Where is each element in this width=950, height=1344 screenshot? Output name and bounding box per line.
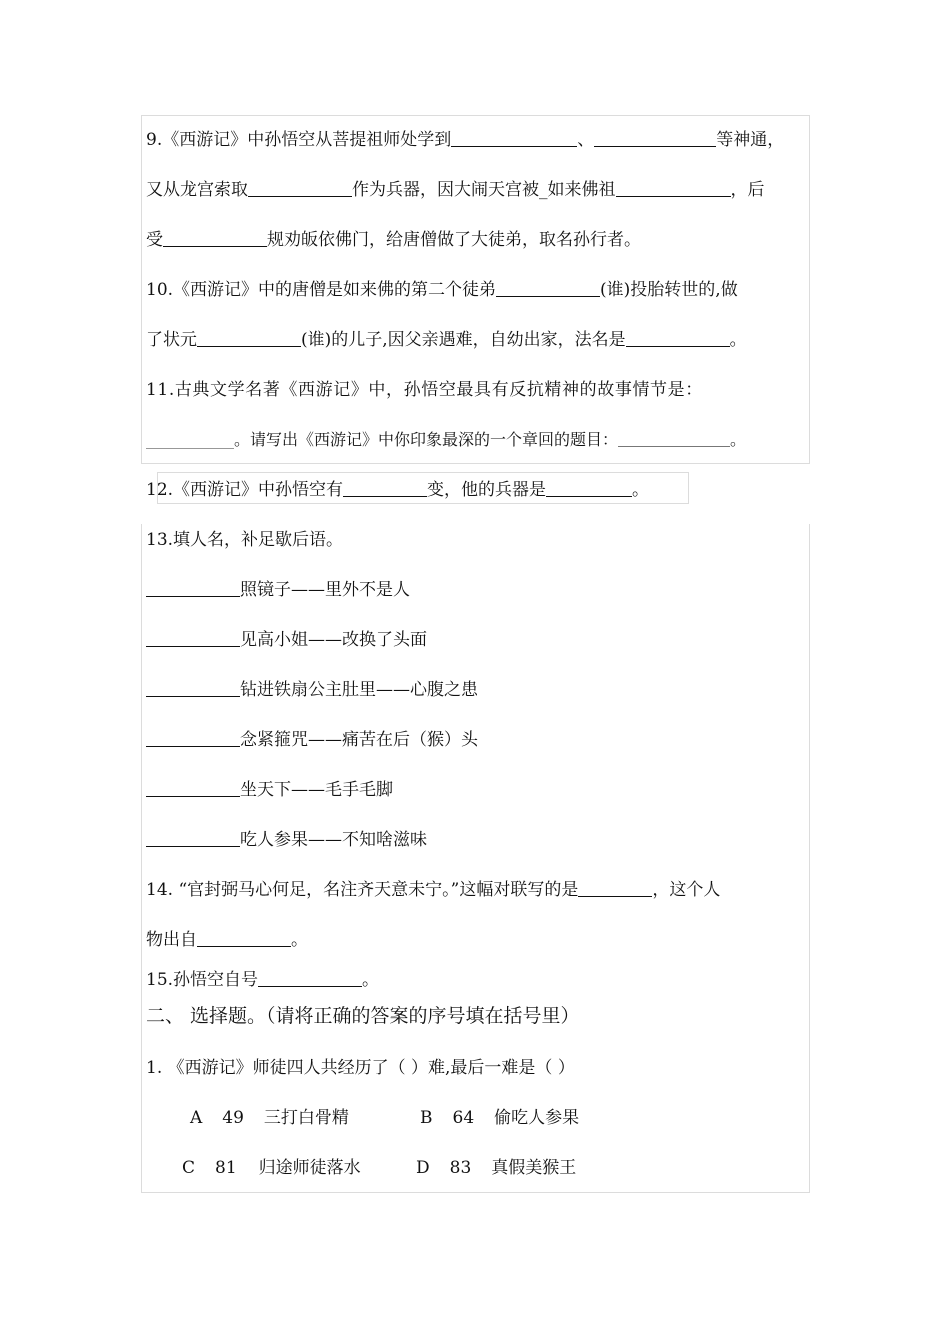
mc1-option-d[interactable]: D 83 真假美猴王 bbox=[416, 1158, 577, 1178]
section2-title: 二、 选择题。（请将正确的答案的序号填在括号里） bbox=[146, 1005, 580, 1027]
blank[interactable] bbox=[578, 878, 652, 897]
mc1-stem: 1. 《西游记》师徒四人共经历了（ ）难,最后一难是（ ） bbox=[146, 1058, 575, 1078]
blank[interactable] bbox=[248, 178, 352, 197]
blank[interactable] bbox=[546, 478, 632, 497]
blank[interactable] bbox=[343, 478, 427, 497]
blank[interactable] bbox=[146, 828, 240, 847]
q13-item: 照镜子——里外不是人 bbox=[146, 577, 410, 603]
mc1-option-c[interactable]: C 81 归途师徒落水 bbox=[182, 1158, 361, 1178]
frame-bottom bbox=[141, 524, 810, 1193]
q13-item: 钻进铁扇公主肚里——心腹之患 bbox=[146, 677, 478, 703]
blank[interactable] bbox=[146, 578, 240, 597]
blank[interactable] bbox=[146, 628, 240, 647]
q11-line2: ___________。请写出《西游记》中你印象最深的一个章回的题目： 。 bbox=[146, 430, 747, 449]
blank[interactable] bbox=[146, 728, 240, 747]
blank[interactable] bbox=[258, 968, 362, 987]
blank[interactable] bbox=[618, 428, 730, 447]
q13-title: 13.填人名，补足歇后语。 bbox=[146, 530, 344, 550]
blank[interactable] bbox=[616, 178, 731, 197]
q10-line2: 了状元 (谁)的儿子,因父亲遇难，自幼出家，法名是 。 bbox=[146, 330, 747, 350]
q13-item: 见高小姐——改换了头面 bbox=[146, 627, 427, 653]
q9-line3: 受 规劝皈依佛门，给唐僧做了大徒弟，取名孙行者。 bbox=[146, 230, 641, 250]
q15-line: 15.孙悟空自号 。 bbox=[146, 970, 380, 990]
q13-item: 坐天下——毛手毛脚 bbox=[146, 777, 393, 803]
blank[interactable] bbox=[451, 128, 577, 147]
mc1-option-a[interactable]: A 49 三打白骨精 bbox=[190, 1108, 349, 1128]
blank[interactable] bbox=[496, 278, 600, 297]
blank[interactable] bbox=[626, 328, 730, 347]
q14-line2: 物出自 。 bbox=[146, 930, 308, 950]
mc1-option-b[interactable]: B 64 偷吃人参果 bbox=[420, 1108, 580, 1128]
q9-line2: 又从龙宫索取 作为兵器，因大闹天宫被_如来佛祖 ，后 bbox=[146, 180, 765, 200]
blank[interactable] bbox=[163, 228, 267, 247]
q9-line1: 9.《西游记》中孙悟空从菩提祖师处学到 、 等神通， bbox=[146, 130, 785, 150]
q12-line: 12.《西游记》中孙悟空有 变，他的兵器是 。 bbox=[146, 480, 650, 500]
q13-item: 吃人参果——不知啥滋味 bbox=[146, 827, 427, 853]
blank[interactable] bbox=[594, 128, 716, 147]
blank[interactable] bbox=[146, 778, 240, 797]
blank[interactable] bbox=[197, 328, 301, 347]
blank[interactable] bbox=[197, 928, 291, 947]
q10-line1: 10.《西游记》中的唐僧是如来佛的第二个徒弟 (谁)投胎转世的,做 bbox=[146, 280, 738, 300]
blank[interactable] bbox=[146, 678, 240, 697]
q13-item: 念紧箍咒——痛苦在后（猴）头 bbox=[146, 727, 478, 753]
q11-line1: 11.古典文学名著《西游记》中，孙悟空最具有反抗精神的故事情节是： bbox=[146, 380, 703, 400]
q14-line1: 14. “官封弼马心何足，名注齐天意未宁。”这幅对联写的是 ，这个人 bbox=[146, 880, 721, 900]
